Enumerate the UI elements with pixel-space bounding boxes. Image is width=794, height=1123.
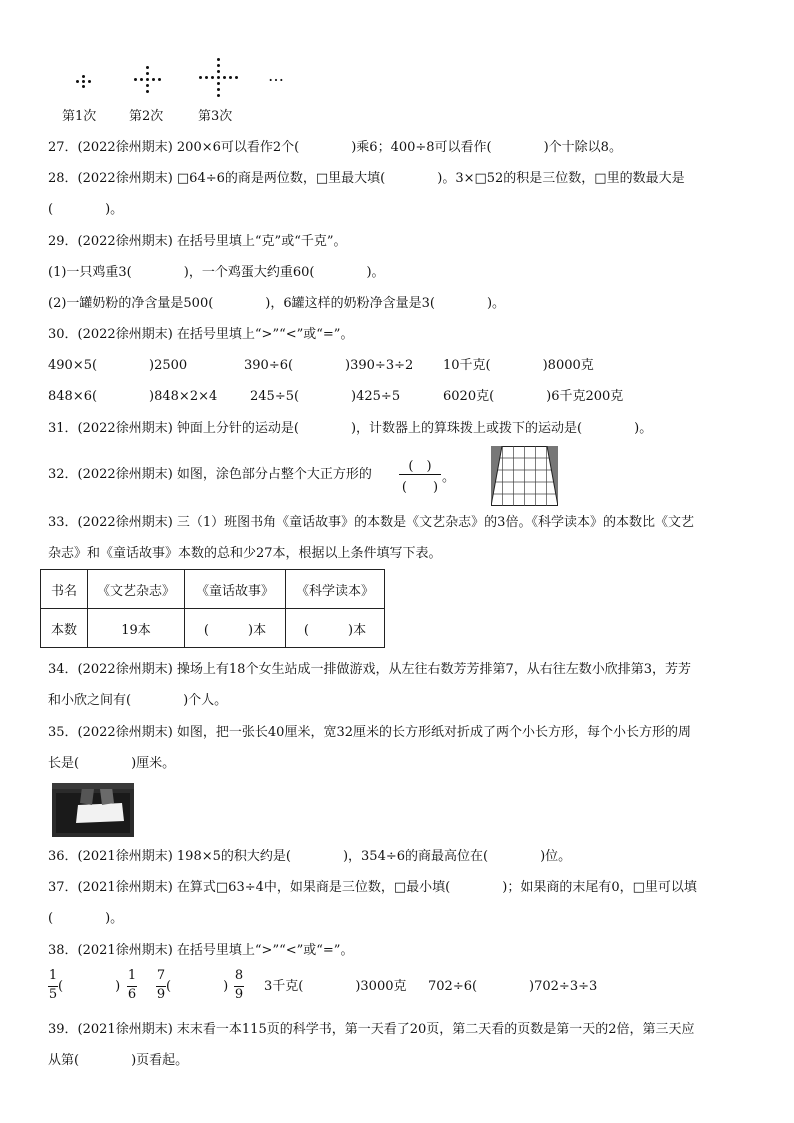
pattern-label-1: 第1次 — [62, 109, 97, 124]
dot-pattern-figure — [60, 58, 320, 94]
table-cell: ( )本 — [286, 609, 385, 648]
question-37-line1: 37．(2021徐州期末) 在算式□63÷4中，如果商是三位数，□最小填( )；如果商的末尾有0，□里可以填 — [48, 880, 697, 895]
folded-paper-photo — [52, 783, 134, 837]
q30-row1-col3: 10千克( )8000克 — [443, 358, 594, 373]
q38-compare3: 3千克( )3000克 — [264, 979, 407, 994]
pattern-ellipsis: … — [268, 66, 284, 85]
pattern-label-3: 第3次 — [198, 109, 233, 124]
question-28-line2: ( )。 — [48, 202, 124, 217]
table-cell: 本数 — [41, 609, 88, 648]
q32-fraction-bar — [399, 474, 441, 475]
question-34-line1: 34．(2022徐州期末) 操场上有18个女生站成一排做游戏，从左往右数芳芳排第7，从右往左数小欣排第3，芳芳 — [48, 662, 691, 677]
table-row — [41, 609, 385, 648]
pattern-label-2: 第2次 — [129, 109, 164, 124]
q30-row2-col3: 6020克( )6千克200克 — [443, 389, 624, 404]
q38-frac2-num: 1 — [127, 968, 137, 983]
q32-fraction-denominator: ( ) — [401, 480, 439, 495]
q38-frac1-num: 1 — [48, 968, 58, 983]
q38-frac3-num: 7 — [156, 968, 166, 983]
question-32: 32．(2022徐州期末) 如图，涂色部分占整个大正方形的 — [48, 467, 372, 482]
q38-frac3-den: 9 — [156, 987, 166, 1002]
shaded-square-grid-figure — [491, 446, 558, 506]
q38-frac1-den: 5 — [48, 987, 58, 1002]
question-27: 27．(2022徐州期末) 200×6可以看作2个( )乘6；400÷8可以看作( )个十除以8。 — [48, 140, 622, 155]
q32-fraction-end: 。 — [442, 470, 456, 485]
question-29-part2: (2)一罐奶粉的净含量是500( )，6罐这样的奶粉净含量是3( )。 — [48, 296, 506, 311]
question-28-line1: 28．(2022徐州期末) □64÷6的商是两位数，□里最大填( )。3×□52的积是三位数，□里的数最大是 — [48, 171, 685, 186]
q38-compare4: 702÷6( )702÷3÷3 — [428, 979, 598, 994]
q30-row1-col2: 390÷6( )390÷3÷2 — [244, 358, 414, 373]
question-30: 30．(2022徐州期末) 在括号里填上“>”“<”或“=”。 — [48, 327, 354, 342]
q30-row2-col1: 848×6( )848×2×4 — [48, 389, 218, 404]
question-38: 38．(2021徐州期末) 在括号里填上“>”“<”或“=”。 — [48, 943, 354, 958]
q38-paren1: ( ) — [58, 979, 121, 994]
table-cell: 《科学读本》 — [286, 570, 385, 609]
question-29: 29．(2022徐州期末) 在括号里填上“克”或“千克”。 — [48, 234, 347, 249]
q38-frac4-den: 9 — [234, 987, 244, 1002]
question-31: 31．(2022徐州期末) 钟面上分针的运动是( )，计数器上的算珠拨上或拨下的运动是( )。 — [48, 421, 653, 436]
q32-fraction-numerator: ( ) — [408, 459, 432, 474]
question-34-line2: 和小欣之间有( )个人。 — [48, 693, 228, 708]
question-36: 36．(2021徐州期末) 198×5的积大约是( )，354÷6的商最高位在( )位。 — [48, 849, 572, 864]
question-35-line2: 长是( )厘米。 — [48, 756, 176, 771]
question-33-line2: 杂志》和《童话故事》本数的总和少27本，根据以上条件填写下表。 — [48, 546, 442, 561]
table-cell: 19本 — [88, 609, 185, 648]
q38-frac4-num: 8 — [234, 968, 244, 983]
question-29-part1: (1)一只鸡重3( )，一个鸡蛋大约重60( )。 — [48, 265, 385, 280]
question-39-line1: 39．(2021徐州期末) 末末看一本115页的科学书，第一天看了20页，第二天看的页数是第一天的2倍，第三天应 — [48, 1022, 695, 1037]
q30-row1-col1: 490×5( )2500 — [48, 358, 188, 373]
question-39-line2: 从第( )页看起。 — [48, 1053, 189, 1068]
q38-paren2: ( ) — [166, 979, 229, 994]
table-cell: 《文艺杂志》 — [88, 570, 185, 609]
q38-frac2-den: 6 — [127, 987, 137, 1002]
q30-row2-col2: 245÷5( )425÷5 — [250, 389, 401, 404]
question-37-line2: ( )。 — [48, 911, 124, 926]
table-row — [41, 570, 385, 609]
question-33-line1: 33．(2022徐州期末) 三（1）班图书角《童话故事》的本数是《文艺杂志》的3倍。《科学读本》的本数比《文艺 — [48, 515, 694, 530]
table-cell: ( )本 — [185, 609, 286, 648]
question-35-line1: 35．(2022徐州期末) 如图，把一张长40厘米，宽32厘米的长方形纸对折成了两个小长方形，每个小长方形的周 — [48, 725, 691, 740]
book-table — [40, 569, 385, 648]
table-cell: 《童话故事》 — [185, 570, 286, 609]
table-cell: 书名 — [41, 570, 88, 609]
